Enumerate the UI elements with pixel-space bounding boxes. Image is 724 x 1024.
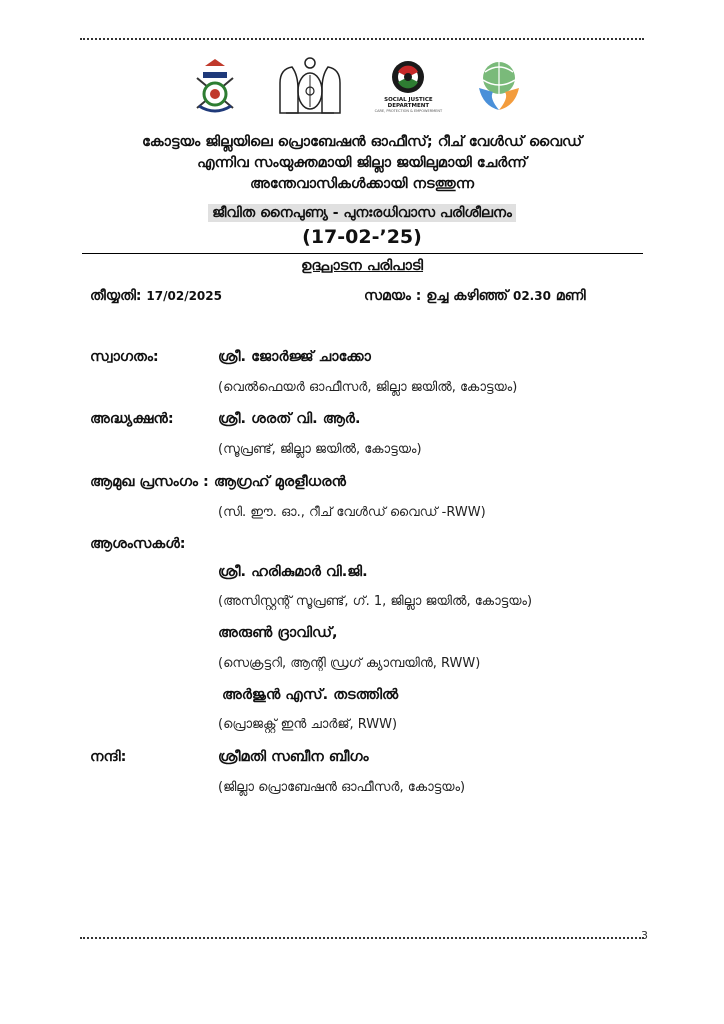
thanks-desc: (ജില്ലാ പ്രൊബേഷൻ ഓഫീസർ, കോട്ടയം) <box>218 780 466 795</box>
time-value: 02.30 <box>512 289 551 303</box>
social-justice-eye-icon <box>388 59 428 95</box>
felicitation-desc: (പ്രൊജക്റ്റ് ഇൻ ചാർജ്, RWW) <box>218 717 398 732</box>
presidency-name: ശ്രീ. ശരത് വി. ആർ. <box>218 411 361 427</box>
page-number: 3 <box>641 929 648 942</box>
bottom-border <box>80 937 644 939</box>
time-info <box>364 288 586 304</box>
program-date: (17-02-’25) <box>302 226 422 248</box>
intro-text <box>60 132 664 195</box>
social-justice-label: SOCIAL JUSTICE DEPARTMENT <box>384 96 433 109</box>
intro-line: കോട്ടയം ജില്ലയിലെ പ്രൊബേഷൻ ഓഫീസ്; റീച് വേൾഡ് വൈഡ് <box>141 134 583 150</box>
divider <box>82 253 643 254</box>
date-info <box>90 288 222 304</box>
program-name <box>0 202 724 221</box>
thanks-name: ശ്രീമതി സബീന ബീഗം <box>218 749 369 765</box>
felicitations-label: ആശംസകൾ: <box>90 536 186 552</box>
felicitation-desc: (അസിസ്റ്റന്റ് സൂപ്രണ്ട്, ഗ്. 1, ജില്ലാ ജയിൽ, കോട്ടയം) <box>218 594 533 609</box>
date-value: 17/02/2025 <box>146 289 222 303</box>
welcome-name: ശ്രീ. ജോർജ്ജ് ചാക്കോ <box>218 349 371 365</box>
logo-row <box>185 55 525 117</box>
felicitation-name: അരുൺ ദ്രാവിഡ്, <box>218 625 338 641</box>
keynote-desc: (സി. ഈ. ഓ., റീച് വേൾഡ് വൈഡ് -RWW) <box>218 505 486 520</box>
section-title-text: ഉദ്ഘാടന പരിപാടി <box>300 258 424 274</box>
keynote-label: ആമുഖ പ്രസംഗം : ആഗ്രഹ് മുരളീധരൻ <box>90 474 346 490</box>
intro-line: അന്തേവാസികൾക്കായി നടത്തുന്ന <box>250 176 474 192</box>
welcome-label: സ്വാഗതം: <box>90 349 159 365</box>
social-justice-sub: CARE, PROTECTION & EMPOWERMENT <box>374 109 443 114</box>
presidency-label: അദ്ധ്യക്ഷൻ: <box>90 411 174 427</box>
section-title <box>0 258 724 274</box>
prisons-emblem-icon <box>185 56 245 116</box>
thanks-label: നന്ദി: <box>90 749 127 765</box>
felicitation-name: ശ്രീ. ഹരികുമാർ വി.ജി. <box>218 564 368 580</box>
date-label: തീയ്യതി: <box>90 288 142 304</box>
felicitation-desc: (സെക്രട്ടറി, ആന്റി ഡ്രഗ് ക്യാമ്പയിൻ, RWW) <box>218 656 481 671</box>
felicitation-name: അർജുൻ എസ്. തടത്തിൽ <box>222 687 399 703</box>
intro-line: എന്നിവ സംയുക്തമായി ജില്ലാ ജയിലുമായി ചേർന്ന് <box>197 155 527 171</box>
presidency-desc: (സൂപ്രണ്ട്, ജില്ലാ ജയിൽ, കോട്ടയം) <box>218 442 422 457</box>
welcome-desc: (വെൽഫെയർ ഓഫീസർ, ജില്ലാ ജയിൽ, കോട്ടയം) <box>218 380 518 395</box>
kerala-emblem-icon <box>276 55 344 117</box>
program-name-text: ജീവിത നൈപുണ്യ - പുനഃരധിവാസ പരിശീലനം <box>208 204 516 222</box>
time-label: സമയം : ഉച്ച കഴിഞ്ഞ് <box>364 288 509 304</box>
social-justice-logo <box>375 59 442 113</box>
time-suffix: മണി <box>555 288 586 304</box>
globe-hands-icon <box>473 58 525 114</box>
top-border <box>80 38 644 40</box>
